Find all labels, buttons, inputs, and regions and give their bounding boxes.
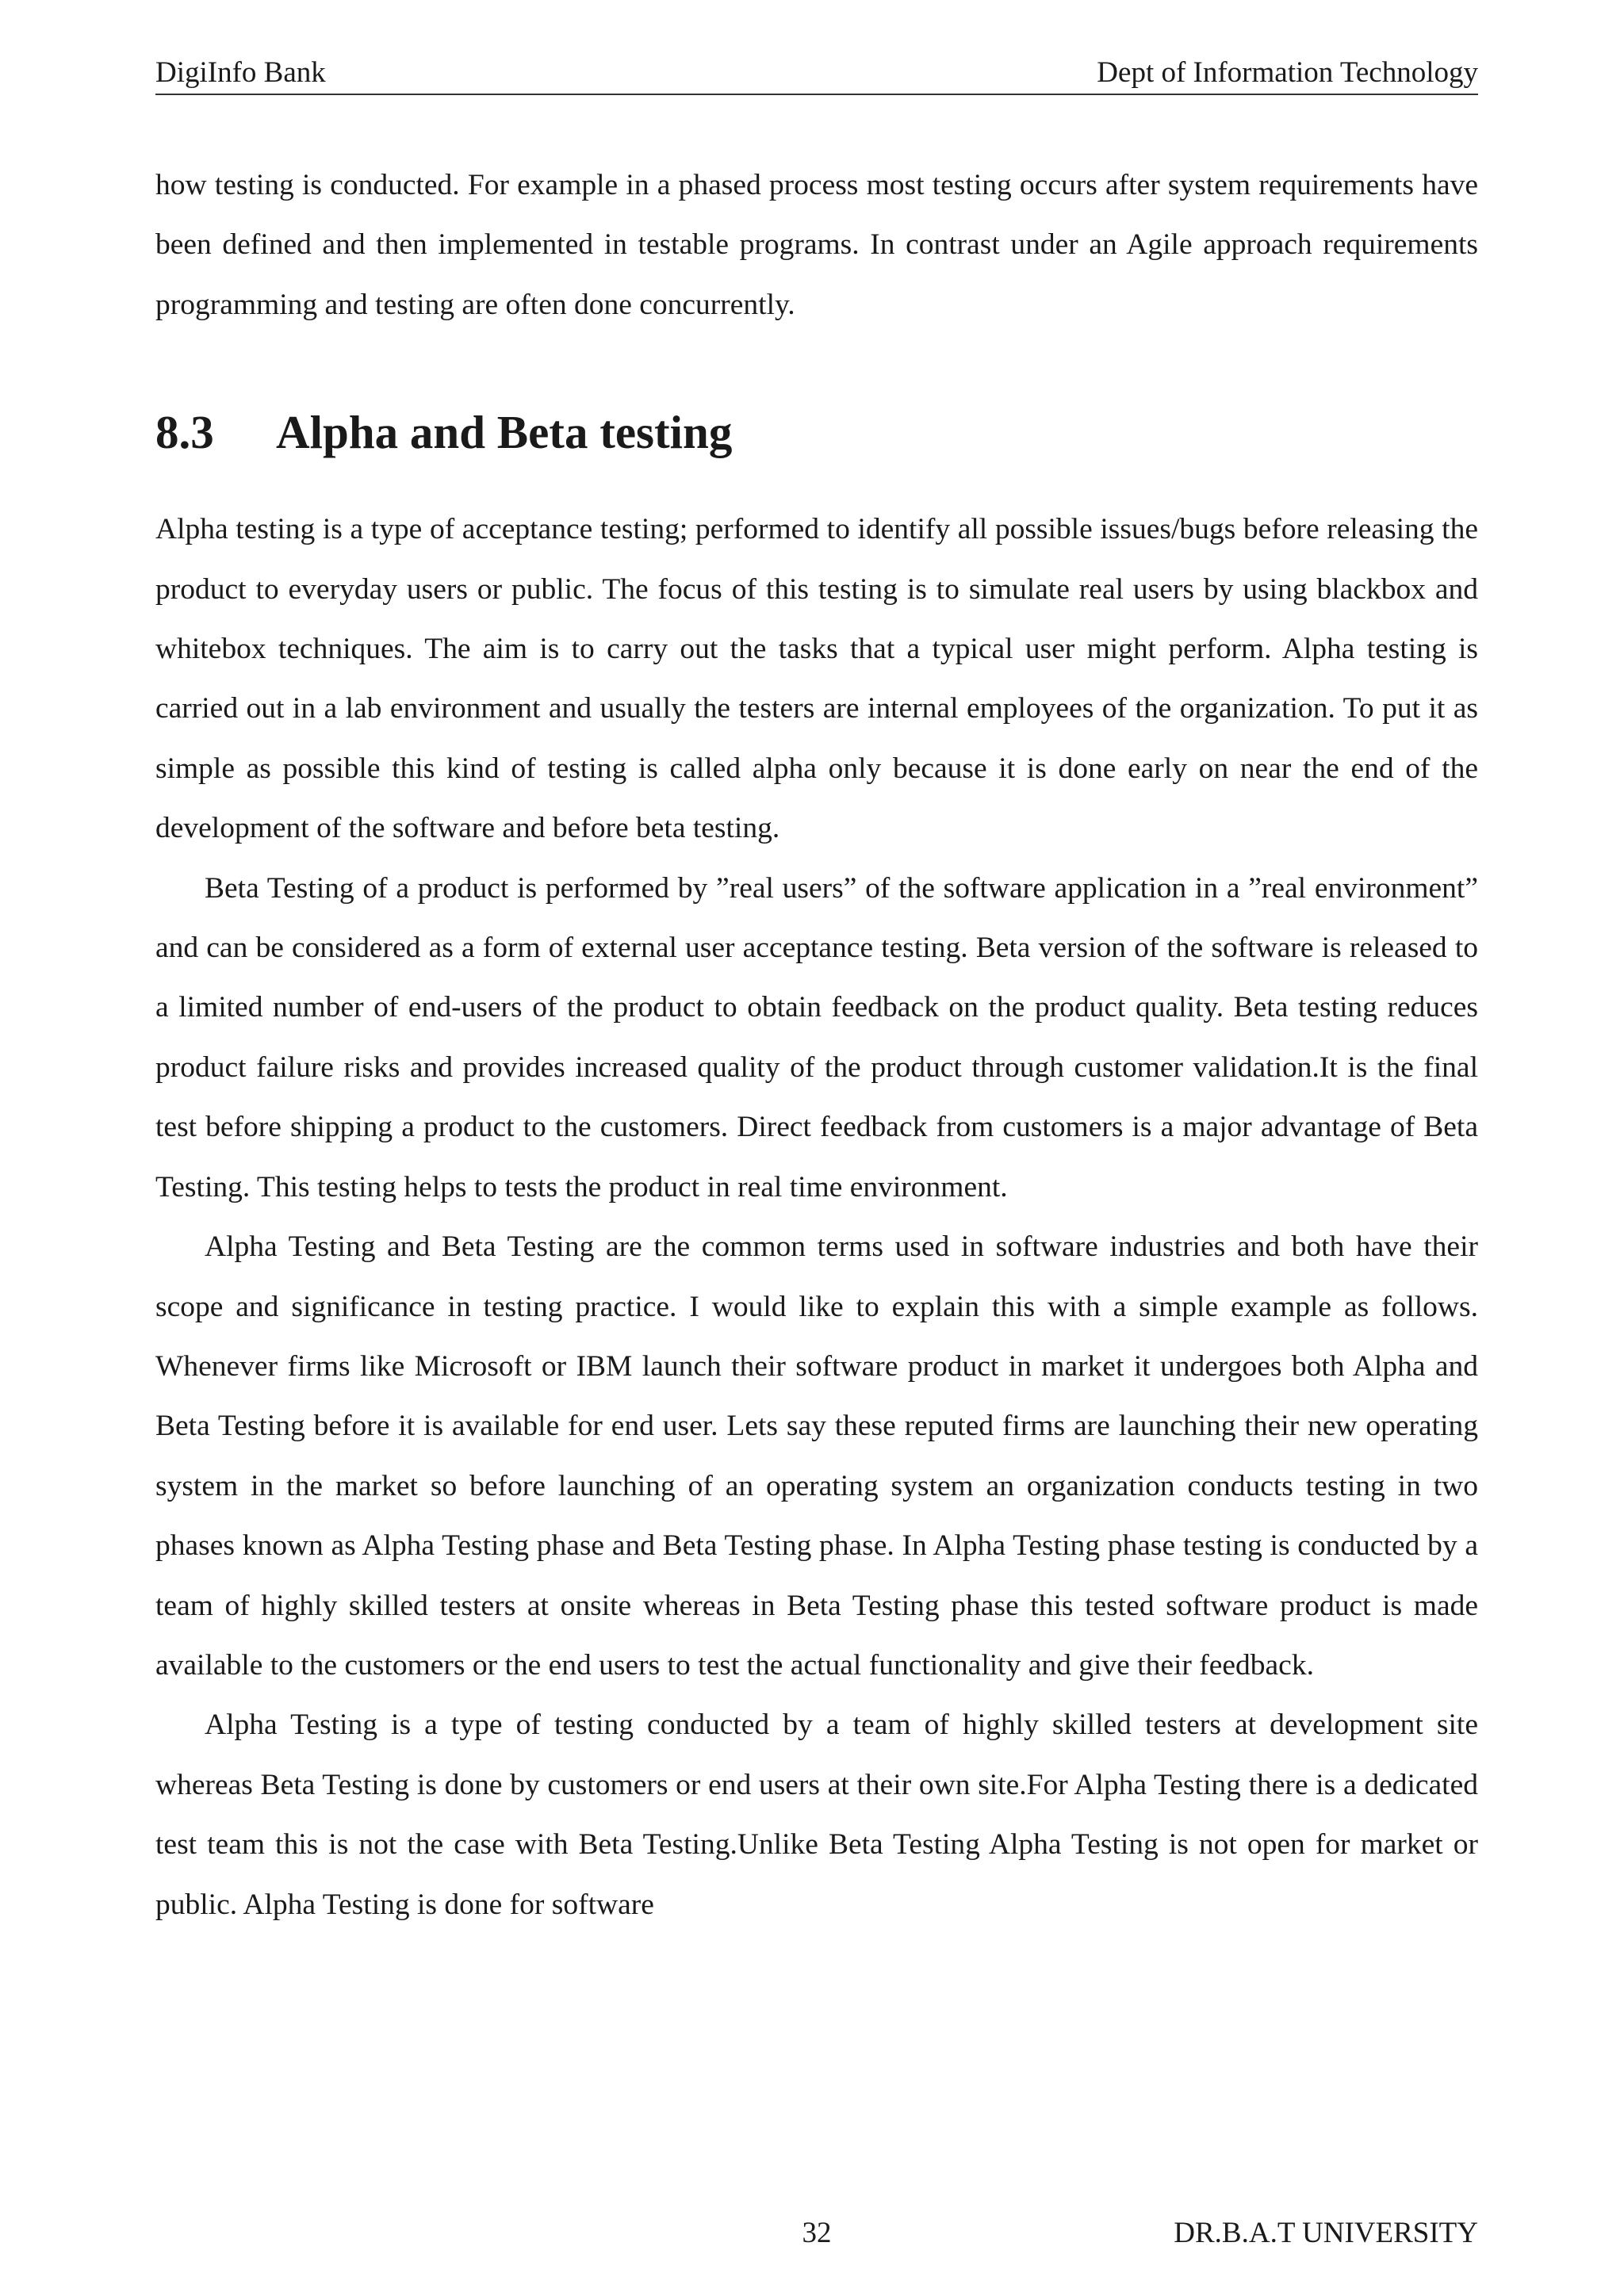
header-left-text: DigiInfo Bank [155, 56, 326, 89]
paragraph-comparison: Alpha Testing is a type of testing conducted by a team of highly skilled testers at development site whereas Beta Testing is done by customers or end users at their own site.For Alpha Testing there is a dedicated test team this is not the case with Beta Testing.Unlike Beta Testing Alpha Testing is not open for market or public. Alpha Testing is done for software [155, 1709, 1478, 1921]
section-number: 8.3 [155, 406, 214, 459]
page-footer [155, 2214, 1478, 2253]
paragraph-beta-testing: Beta Testing of a product is performed by ”real users” of the software application in a ”real environment” and can be considered as a form of external user acceptance testing. Beta version of the software is released to a limited number of end-users of the product to obtain feedback on the product quality. Beta testing reduces product failure risks and provides increased quality of the product through customer validation.It is the final test before shipping a product to the customers. Direct feedback from customers is a major advantage of Beta Testing. This testing helps to tests the product in real time environment. [155, 871, 1478, 1203]
section-heading [155, 404, 1478, 460]
page-number: 32 [802, 2217, 832, 2249]
running-header [155, 52, 1478, 95]
section-title: Alpha and Beta testing [276, 406, 733, 459]
paragraph-alpha-testing: Alpha testing is a type of acceptance testing; performed to identify all possible issues/bugs before releasing the product to everyday users or public. The focus of this testing is to simulate real users by using blackbox and whitebox techniques. The aim is to carry out the tasks that a typical user might perform. Alpha testing is carried out in a lab environment and usually the testers are internal employees of the organization. To put it as simple as possible this kind of testing is called alpha only because it is done early on near the end of the development of the software and before beta testing. [155, 513, 1478, 845]
header-right-text: Dept of Information Technology [1097, 56, 1478, 89]
intro-paragraph: how testing is conducted. For example in a phased process most testing occurs after system requirements have been defined and then implemented in testable programs. In contrast under an Agile approach requirements programming and testing are often done concurrently. [155, 169, 1478, 321]
paragraph-example: Alpha Testing and Beta Testing are the common terms used in software industries and both have their scope and significance in testing practice. I would like to explain this with a simple example as follows. Whenever firms like Microsoft or IBM launch their software product in market it undergoes both Alpha and Beta Testing before it is available for end user. Lets say these reputed firms are launching their new operating system in the market so before launching of an operating system an organization conducts testing in two phases known as Alpha Testing phase and Beta Testing phase. In Alpha Testing phase testing is conducted by a team of highly skilled testers at onsite whereas in Beta Testing phase this tested software product is made available to the customers or the end users to test the actual functionality and give their feedback. [155, 1230, 1478, 1682]
footer-right-text: DR.B.A.T UNIVERSITY [1174, 2217, 1478, 2249]
body-text [155, 155, 1478, 1934]
